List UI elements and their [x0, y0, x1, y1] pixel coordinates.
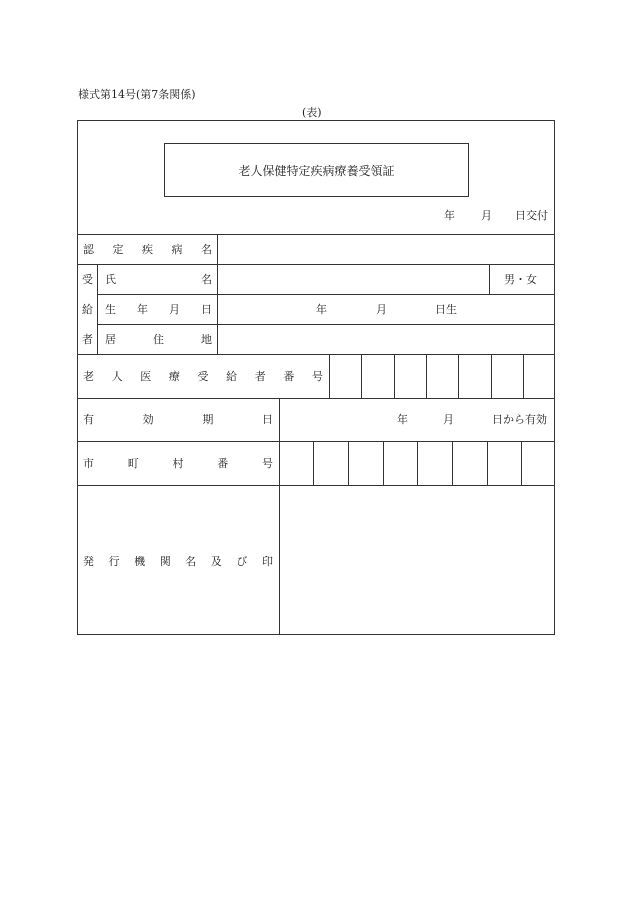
validity-from-label: 日から有効 [492, 413, 547, 426]
birth-day-label: 日生 [435, 303, 457, 316]
digit-cell-divider [523, 354, 524, 398]
sex-label: 男・女 [504, 273, 537, 286]
digit-cell-divider [487, 441, 488, 485]
digit-cell-divider [426, 354, 427, 398]
title-box [164, 143, 469, 197]
column-divider [97, 264, 98, 354]
row-divider [77, 441, 555, 442]
row-divider [77, 354, 555, 355]
row-divider [77, 264, 555, 265]
name-label: 氏 名 [105, 273, 212, 286]
digit-cell-divider [452, 441, 453, 485]
digit-cell-divider [394, 354, 395, 398]
recipient-group-char: 受 [82, 273, 93, 286]
recipient-number-label: 老 人 医 療 受 給 者 番 号 [83, 370, 323, 383]
issue-month-label: 月 [481, 209, 492, 222]
digit-cell-divider [329, 354, 330, 398]
issue-day-label: 日交付 [515, 209, 548, 222]
recipient-group-char: 給 [82, 303, 93, 316]
digit-cell-divider [361, 354, 362, 398]
column-divider [489, 264, 490, 294]
row-divider [97, 324, 555, 325]
certificate-title: 老人保健特定疾病療養受領証 [238, 163, 395, 178]
row-divider [77, 234, 555, 235]
digit-cell-divider [417, 441, 418, 485]
municipal-number-label: 市 町 村 番 号 [83, 457, 273, 470]
digit-cell-divider [491, 354, 492, 398]
column-divider [217, 234, 218, 354]
address-label: 居 住 地 [105, 333, 212, 346]
recipient-group-char: 者 [82, 333, 93, 346]
row-divider [77, 398, 555, 399]
birth-year-label: 年 [316, 303, 327, 316]
row-divider [77, 485, 555, 486]
validity-date-label: 有 効 期 日 [83, 413, 273, 426]
column-divider [279, 398, 280, 635]
digit-cell-divider [458, 354, 459, 398]
birth-date-label: 生 年 月 日 [105, 303, 212, 316]
digit-cell-divider [313, 441, 314, 485]
disease-name-label: 認 定 疾 病 名 [83, 243, 212, 256]
side-label: (表) [302, 106, 322, 119]
digit-cell-divider [348, 441, 349, 485]
validity-year-label: 年 [397, 413, 408, 426]
issue-year-label: 年 [444, 209, 455, 222]
digit-cell-divider [521, 441, 522, 485]
form-number: 様式第14号(第7条関係) [78, 88, 196, 101]
validity-month-label: 月 [443, 413, 454, 426]
digit-cell-divider [383, 441, 384, 485]
birth-month-label: 月 [376, 303, 387, 316]
row-divider [97, 294, 555, 295]
issuer-label: 発 行 機 関 名 及 び 印 [83, 555, 273, 568]
